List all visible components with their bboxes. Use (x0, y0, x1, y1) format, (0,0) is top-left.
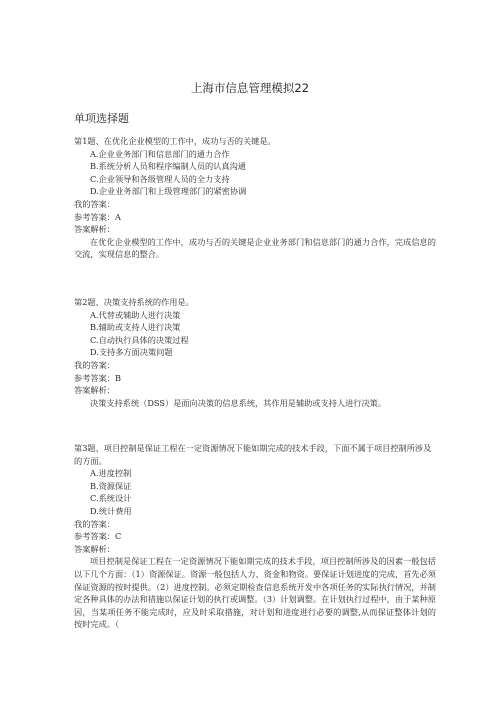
reference-answer: 参考答案：A (74, 211, 121, 222)
question-stem: 第3题、项目控制是保证工程在一定资源情况下能如期完成的技术手段，下面不属于项目控制所涉及的方面。 (74, 443, 432, 466)
option-c: C.自动执行具体的决策过程 (90, 334, 189, 345)
option-c: C.企业领导和各级管理人员的全力支持 (90, 173, 230, 184)
question-block (74, 442, 436, 631)
my-answer: 我的答案： (74, 518, 115, 529)
option-b: B.系统分析人员和程序编制人员的认真沟通 (90, 161, 246, 172)
option-list (74, 148, 436, 198)
option-d: D.支持多方面决策问题 (90, 347, 173, 358)
option-a: A.进度控制 (90, 468, 132, 479)
explanation-text: 在优化企业模型的工作中，成功与否的关键是企业业务部门和信息部门的通力合作，完成信息的交流，实现信息的整合。 (74, 236, 436, 260)
option-a: A.企业业务部门和信息部门的通力合作 (90, 148, 230, 159)
document-title: 上海市信息管理模拟22 (190, 81, 310, 95)
option-list (74, 309, 436, 359)
my-answer: 我的答案： (74, 198, 115, 209)
question-block (74, 135, 436, 261)
option-d: D.企业业务部门和上级管理部门的紧密协调 (90, 186, 247, 197)
explanation-text: 决策支持系统（DSS）是面向决策的信息系统，其作用是辅助或支持人进行决策。 (90, 397, 387, 408)
my-answer: 我的答案： (74, 359, 115, 370)
option-b: B.资源保证 (90, 480, 132, 491)
option-c: C.系统设计 (90, 493, 132, 504)
reference-answer: 参考答案：B (74, 372, 121, 383)
option-d: D.统计费用 (90, 505, 132, 516)
option-a: A.代替或辅助人进行决策 (90, 309, 181, 320)
explanation-label: 答案解析： (74, 224, 115, 235)
section-heading: 单项选择题 (74, 112, 129, 125)
explanation-text: 项目控制是保证工程在一定资源情况下能如期完成的技术手段，项目控制所涉及的因素一般包括以下几个方面：（1）资源保证。资源一般包括人力、资金和物资。要保证计划进度的完成，首先必须保证资源的按时提供。（2）进度控制。必须定期检查信息系统开发中各项任务的实际执行情况，并制定各种具体的办法和措施以保证计划的执行或调整。（3）计划调整。在计划执行过程中，由于某种原因，当某项任务不能完成时，应及时采取措施，对计划和进度进行必要的调整,从而保证整体计划的按时完成。（ (74, 556, 436, 630)
question-stem: 第1题、在优化企业模型的工作中，成功与否的关键是。 (74, 136, 276, 146)
explanation-label: 答案解析： (74, 543, 115, 554)
option-list (74, 467, 436, 517)
explanation-label: 答案解析： (74, 385, 115, 396)
question-block (74, 296, 436, 409)
option-b: B.辅助或支持人进行决策 (90, 322, 181, 333)
question-stem: 第2题、决策支持系统的作用是。 (74, 297, 194, 307)
reference-answer: 参考答案：C (74, 531, 122, 542)
